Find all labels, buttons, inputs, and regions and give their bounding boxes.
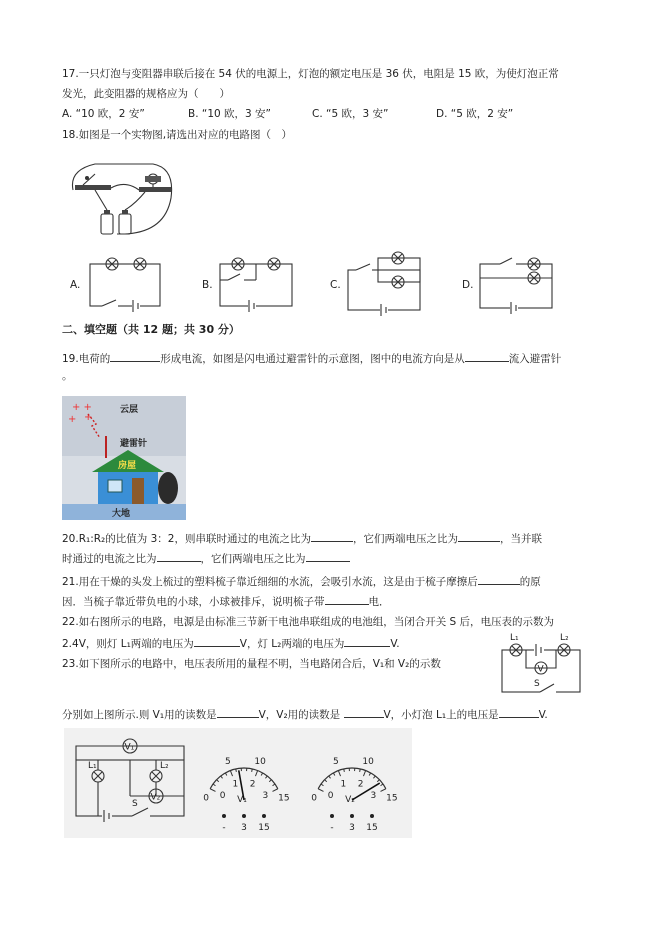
- q20-text-e: ，它们两端电压之比为: [200, 553, 306, 565]
- q22-s-label: S: [534, 679, 540, 689]
- dial-tick: [373, 776, 375, 778]
- q19-line1: [62, 350, 561, 367]
- terminal-label: 15: [258, 823, 270, 833]
- q21-text-c: 因．当梳子靠近带负电的小球，小球被排斥，说明梳子带: [62, 596, 325, 608]
- q21-text-b: 的原: [519, 576, 541, 588]
- svg-text:+ +: + +: [72, 402, 92, 413]
- dial-tick: [225, 773, 226, 776]
- q23-l2-label: L₂: [160, 761, 169, 771]
- dial-tick: [269, 780, 271, 782]
- dial-start-label: 0: [311, 793, 318, 804]
- rod-label: 避雷针: [120, 439, 148, 449]
- dial-tick: [252, 769, 253, 772]
- terminal-dot: [370, 814, 374, 818]
- q19-text-a: 19.电荷的: [62, 353, 111, 365]
- q17-option-a[interactable]: A. “10 欧，2 安”: [62, 108, 145, 120]
- q20-blank-4[interactable]: [306, 550, 350, 562]
- dial-tick: [217, 780, 219, 782]
- q23-blank-3[interactable]: [499, 706, 539, 718]
- q21-line1: [62, 573, 541, 590]
- q20-line2: [62, 550, 350, 567]
- dial-tick: [329, 776, 331, 778]
- dial-tick: [360, 769, 361, 772]
- terminal-dot: [242, 814, 246, 818]
- dial-tick: [273, 789, 278, 792]
- q17-line1: 17.一只灯泡与变阻器串联后接在 54 伏的电源上，灯泡的额定电压是 36 伏，电阻是 15 欧，为使灯泡正常: [62, 68, 559, 80]
- dial-upper-label: 5: [225, 756, 231, 767]
- q17-option-d[interactable]: D. “5 欧，2 安”: [436, 108, 514, 120]
- q18-circuit-d: [478, 256, 556, 314]
- dial-tick: [377, 780, 379, 782]
- q18-option-d[interactable]: D.: [462, 279, 474, 291]
- dial-name: V₁: [237, 795, 247, 805]
- q20-blank-3[interactable]: [157, 550, 201, 562]
- dial-lower-label: 2: [249, 779, 256, 790]
- terminal-dot: [330, 814, 334, 818]
- q20-text-a: 20.R₁:R₂的比值为 3：2，则串联时通过的电流之比为: [62, 533, 311, 545]
- q23-text-d: V.: [538, 709, 548, 721]
- q23-blank-2[interactable]: [344, 706, 384, 718]
- dial-start-label: 0: [203, 793, 210, 804]
- dial-tick: [381, 789, 386, 792]
- q23-text-c: V，小灯泡 L₁上的电压是: [383, 709, 499, 721]
- q22-text-c: V.: [390, 638, 400, 650]
- q20-text-c: ，当并联: [499, 533, 542, 545]
- q18-physical-diagram: [65, 150, 180, 245]
- dial-lower-label: 3: [262, 791, 269, 802]
- q23-text-a: 分别如上图所示.则 V₁用的读数是: [62, 709, 217, 721]
- dial-tick: [363, 771, 365, 777]
- q21-line2: [62, 593, 390, 610]
- q20-text-b: ，它们两端电压之比为: [352, 533, 458, 545]
- dial-tick: [261, 773, 262, 776]
- q23-s-label: S: [132, 799, 138, 809]
- q23-blank-1[interactable]: [217, 706, 259, 718]
- q21-blank-2[interactable]: [325, 593, 369, 605]
- q21-text-d: 电．: [368, 596, 390, 608]
- q22-text-a: 2.4V，则灯 L₁两端的电压为: [62, 638, 194, 650]
- q23-line2: [62, 706, 548, 723]
- q20-blank-1[interactable]: [311, 530, 353, 542]
- dial-end-label: 15: [278, 793, 290, 804]
- dial-tick: [318, 789, 323, 792]
- dial-tick: [321, 784, 323, 786]
- voltmeter-v2: [306, 748, 398, 832]
- q17-option-c[interactable]: C. “5 欧，3 安”: [312, 108, 389, 120]
- terminal-label: 15: [366, 823, 378, 833]
- q22-l2-label: L₂: [560, 633, 569, 643]
- q18-option-c[interactable]: C.: [330, 279, 341, 291]
- q20-text-d: 时通过的电流之比为: [62, 553, 157, 565]
- dial-tick: [369, 773, 370, 776]
- dial-tick: [338, 771, 340, 777]
- dial-lower-label: 2: [357, 779, 364, 790]
- svg-text:+: +: [68, 414, 77, 425]
- terminal-label: -: [330, 823, 334, 833]
- q18-option-b[interactable]: B.: [202, 279, 213, 291]
- q19-blank-1[interactable]: [110, 350, 160, 362]
- dial-upper-label: 5: [333, 756, 339, 767]
- q18-circuit-b: [218, 256, 296, 311]
- q17-line2: 发光，此变阻器的规格应为（ ）: [62, 88, 230, 100]
- q23-text-b: V，V₂用的读数是: [258, 709, 344, 721]
- q23-v1-circuit-label: V₁: [124, 742, 135, 753]
- terminal-label: 3: [241, 823, 247, 833]
- dial-tick: [210, 789, 215, 792]
- q20-line1: [62, 530, 542, 547]
- terminal-dot: [350, 814, 354, 818]
- q22-text-b: V，灯 L₂两端的电压为: [239, 638, 345, 650]
- svg-text:+: +: [84, 412, 93, 423]
- dial-tick: [255, 771, 257, 777]
- q22-circuit: [496, 632, 588, 696]
- cloud-label: 云层: [120, 405, 139, 415]
- q20-blank-2[interactable]: [458, 530, 500, 542]
- q19-text-c: 流入避雷针: [508, 353, 562, 365]
- q17-option-b[interactable]: B. “10 欧，3 安”: [188, 108, 271, 120]
- q19-line2: 。: [62, 370, 73, 382]
- dial-lower-label: 3: [370, 791, 377, 802]
- dial-upper-label: 10: [362, 756, 374, 767]
- q23-circuit: [72, 738, 190, 824]
- ground-label: 大地: [112, 509, 131, 519]
- lightning-rod-figure: [62, 396, 186, 520]
- dial-lower-label: 0: [219, 791, 226, 802]
- q22-line1: 22.如右图所示的电路，电源是由标准三节新干电池串联组成的电池组，当闭合开关 S 后，电压表的示数为: [62, 616, 555, 628]
- dial-tick: [273, 784, 275, 786]
- q22-l1-label: L₁: [510, 633, 519, 643]
- dial-tick: [344, 769, 345, 772]
- dial-tick: [381, 784, 383, 786]
- dial-tick: [236, 769, 237, 772]
- terminal-dot: [222, 814, 226, 818]
- dial-lower-label: 0: [327, 791, 334, 802]
- section-title: 二、填空题（共 12 题；共 30 分）: [62, 323, 240, 336]
- q19-blank-2[interactable]: [465, 350, 509, 362]
- terminal-label: 3: [349, 823, 355, 833]
- voltmeter-v1: [198, 748, 290, 832]
- q18-circuit-c: [346, 252, 424, 314]
- q21-blank-1[interactable]: [478, 573, 520, 585]
- dial-tick: [265, 776, 267, 778]
- dial-name: V₂: [345, 795, 355, 805]
- q19-text-b: 形成电流，如图是闪电通过避雷针的示意图，图中的电流方向是从: [160, 353, 465, 365]
- house-label: 房屋: [118, 461, 137, 471]
- q21-text-a: 21.用在干燥的头发上梳过的塑料梳子靠近细细的水流，会吸引水流，这是由于梳子摩擦后: [62, 576, 478, 588]
- dial-tick: [325, 780, 327, 782]
- q22-blank-1[interactable]: [194, 635, 240, 647]
- q22-v-label: V: [537, 664, 544, 675]
- terminal-dot: [262, 814, 266, 818]
- dial-end-label: 15: [386, 793, 398, 804]
- dial-lower-label: 1: [232, 779, 239, 790]
- q18-text: 18.如图是一个实物图,请选出对应的电路图（ ）: [62, 129, 293, 141]
- q23-l1-label: L₁: [88, 761, 97, 771]
- dial-arc: [210, 768, 278, 789]
- q18-option-a[interactable]: A.: [70, 279, 81, 291]
- dial-tick: [221, 776, 223, 778]
- q22-line2: [62, 635, 400, 652]
- dial-tick: [213, 784, 215, 786]
- q22-blank-2[interactable]: [344, 635, 390, 647]
- dial-lower-label: 1: [340, 779, 347, 790]
- dial-tick: [230, 771, 232, 777]
- dial-upper-label: 10: [254, 756, 266, 767]
- q23-v2-circuit-label: V₂: [150, 792, 161, 803]
- q18-circuit-a: [88, 256, 163, 311]
- q23-line1: 23.如下图所示的电路中，电压表所用的量程不明，当电路闭合后，V₁和 V₂的示数: [62, 658, 441, 670]
- dial-tick: [333, 773, 334, 776]
- terminal-label: -: [222, 823, 226, 833]
